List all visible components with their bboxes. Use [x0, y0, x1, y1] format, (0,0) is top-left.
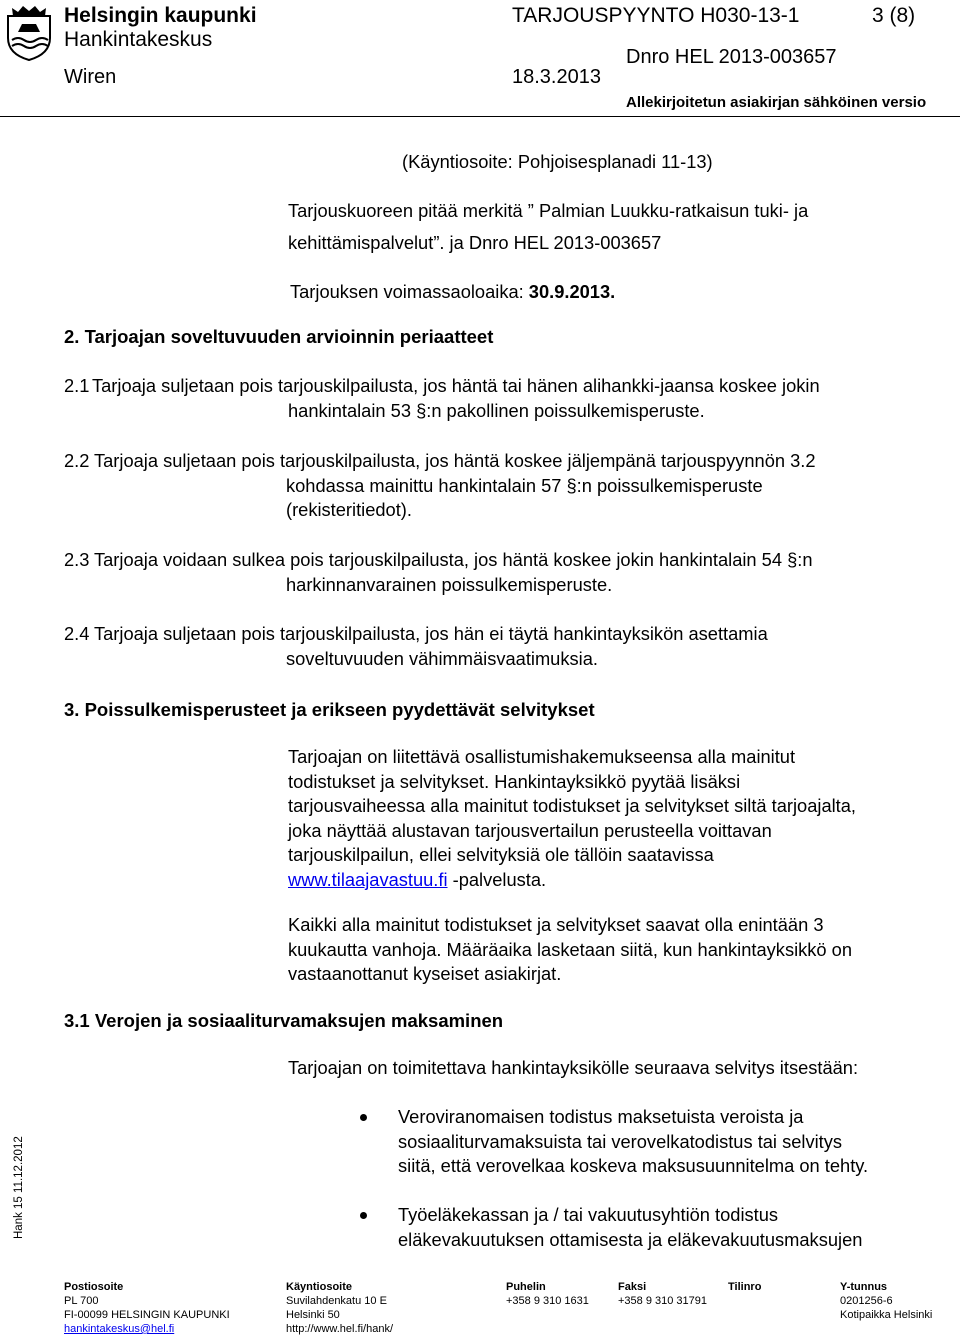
header-divider [0, 116, 960, 117]
s24-number: 2.4 [64, 623, 90, 644]
s21-number: 2.1 [64, 375, 90, 396]
page-number: 3 (8) [872, 4, 916, 27]
s24-line2: soveltuvuuden vähimmäisvaatimuksia. [286, 648, 598, 669]
section2-heading: 2. Tarjoajan soveltuvuuden arvioinnin periaatteet [64, 326, 494, 347]
s21-line1: Tarjoaja suljetaan pois tarjouskilpailusta, jos häntä tai hänen alihankki-jaansa koskee jokin [92, 375, 820, 396]
footer-fax: Faksi +358 9 310 31791 [618, 1281, 708, 1307]
section3-heading: 3. Poissulkemisperusteet ja erikseen pyydettävät selvitykset [64, 699, 595, 720]
footer-phone: Puhelin +358 9 310 1631 [506, 1281, 589, 1307]
visit-address: (Käyntiosoite: Pohjoisesplanadi 11-13) [402, 151, 713, 172]
bullet-icon [360, 1212, 367, 1219]
s3-paragraph2: Kaikki alla mainitut todistukset ja selvitykset saavat olla enintään 3 kuukautta vanhoja. Määräaika lasketaan siitä, kun hankintayksikkö on vastaanottanut kyseiset asiakirjat. [288, 914, 853, 984]
s23-line1: Tarjoaja voidaan sulkea pois tarjouskilpailusta, jos häntä koskee jokin hankintalain 54 §:n [94, 549, 813, 570]
s3-paragraph1: Tarjoajan on liitettävä osallistumishakemukseensa alla mainitut todistukset ja selvitykset. Hankintayksikkö pyytää lisäksi tarjousvaiheessa alla mainitut todistukset ja selvitykset siltä tarjoajalta, joka näyttää alustavan tarjousvertailun perusteella voittavan tarjouskilpailun, ellei selvityksiä ole tällöin saatavissa www.tilaajavastuu.fi -palvelusta. [288, 746, 857, 890]
author: Wiren [64, 66, 117, 88]
s31-intro: Tarjoajan on toimitettava hankintayksikölle seuraava selvitys itsestään: [288, 1057, 859, 1078]
s23-number: 2.3 [64, 549, 90, 570]
s23-line2: harkinnanvarainen poissulkemisperuste. [286, 574, 613, 595]
footer-url[interactable]: http://www.hel.fi/hank/ [286, 1323, 393, 1335]
bullet1-text: Veroviranomaisen todistus maksetuista veroista ja sosiaaliturvamaksuista tai verovelkatodistus tai selvitys siitä, että verovelkaa koskeva maksusuunnitelma on tehty. [398, 1106, 869, 1176]
side-note: Hank 15 11.12.2012 [13, 1136, 25, 1239]
bullet2-text: Työeläkekassan ja / tai vakuutusyhtiön todistus eläkevakuutuksen ottamisesta ja eläkevakuutusmaksujen [398, 1204, 863, 1250]
footer-account: Tilinro [728, 1281, 762, 1293]
s22-number: 2.2 [64, 450, 90, 471]
org-unit: Hankintakeskus [64, 28, 213, 51]
tilaajavastuu-link[interactable]: www.tilaajavastuu.fi [288, 868, 448, 890]
footer-visit: Käyntiosoite Suvilahdenkatu 10 E Helsinki 50 http://www.hel.fi/hank/ [286, 1281, 393, 1335]
envelope-line2: kehittämispalvelut”. ja Dnro HEL 2013-003657 [288, 232, 662, 253]
doc-date: 18.3.2013 [512, 66, 601, 88]
s22-line3: (rekisteritiedot). [286, 499, 412, 520]
s22-line2: kohdassa mainittu hankintalain 57 §:n poissulkemisperuste [286, 475, 763, 496]
signed-note: Allekirjoitetun asiakirjan sähköinen versio [626, 94, 927, 111]
footer-ytunnus: Y-tunnus 0201256-6 Kotipaikka Helsinki [840, 1281, 933, 1321]
doc-title: TARJOUSPYYNTO H030-13-1 [512, 4, 800, 27]
footer-postal: Postiosoite PL 700 FI-00099 HELSINGIN KAUPUNKI hankintakeskus@hel.fi [64, 1281, 230, 1335]
footer-email-link[interactable]: hankintakeskus@hel.fi [64, 1323, 175, 1335]
dnro: Dnro HEL 2013-003657 [626, 46, 837, 68]
s21-line2: hankintalain 53 §:n pakollinen poissulkemisperuste. [288, 400, 705, 421]
bullet-icon [360, 1114, 367, 1121]
s24-line1: Tarjoaja suljetaan pois tarjouskilpailusta, jos hän ei täytä hankintayksikön asettamia [94, 623, 768, 644]
s22-line1: Tarjoaja suljetaan pois tarjouskilpailusta, jos häntä koskee jäljempänä tarjouspyynnön 3.2 [94, 450, 816, 471]
validity: Tarjouksen voimassaoloaika: 30.9.2013. [290, 281, 616, 302]
org-name: Helsingin kaupunki [64, 4, 257, 27]
section31-heading: 3.1 Verojen ja sosiaaliturvamaksujen maksaminen [64, 1010, 504, 1031]
helsinki-crest-icon [4, 2, 54, 62]
envelope-line1: Tarjouskuoreen pitää merkitä ” Palmian Luukku-ratkaisun tuki- ja [288, 200, 809, 221]
